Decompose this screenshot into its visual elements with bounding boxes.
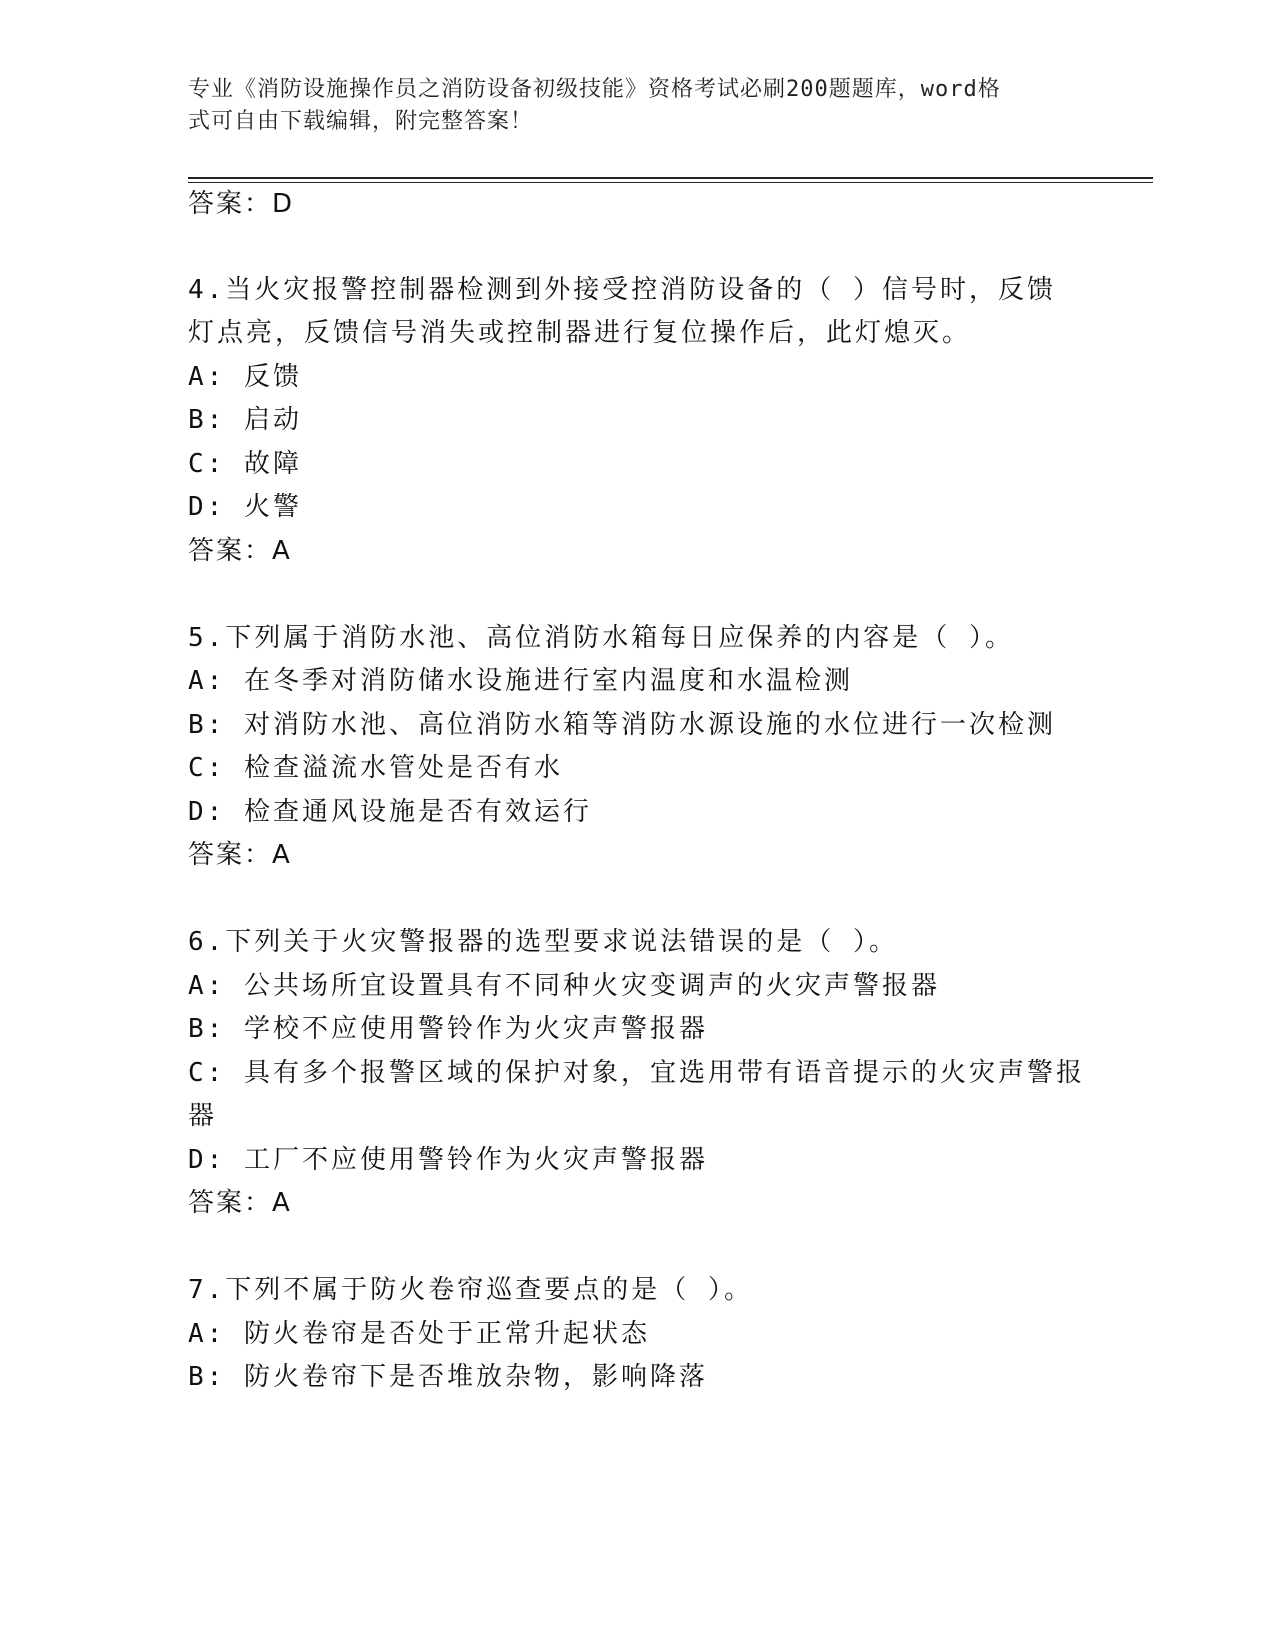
document-header	[188, 74, 1068, 138]
question-6-option-c-continued: 器	[188, 1101, 218, 1131]
previous-answer: 答案：D	[188, 189, 295, 219]
question-4-stem-line-1: 4.当火灾报警控制器检测到外接受控消防设备的（ ）信号时，反馈	[188, 275, 1056, 305]
question-6-stem-line-1: 6.下列关于火灾警报器的选型要求说法错误的是（ ）。	[188, 927, 898, 957]
question-6-option-b: B: 学校不应使用警铃作为火灾声警报器	[188, 1014, 708, 1044]
question-4-option-c: C: 故障	[188, 449, 302, 479]
question-5-option-a: A: 在冬季对消防储水设施进行室内温度和水温检测	[188, 666, 853, 696]
question-5-answer: 答案：A	[188, 840, 292, 870]
header-divider-thick	[188, 177, 1153, 179]
question-4-option-d: D: 火警	[188, 492, 302, 522]
question-5-option-d: D: 检查通风设施是否有效运行	[188, 797, 592, 827]
question-6-option-a: A: 公共场所宜设置具有不同种火灾变调声的火灾声警报器	[188, 971, 940, 1001]
header-line-1: 专业《消防设施操作员之消防设备初级技能》资格考试必刷200题题库，word格	[188, 77, 1001, 102]
question-7-option-a: A: 防火卷帘是否处于正常升起状态	[188, 1319, 650, 1349]
question-4-stem-line-2: 灯点亮，反馈信号消失或控制器进行复位操作后，此灯熄灭。	[188, 318, 972, 348]
question-6-option-d: D: 工厂不应使用警铃作为火灾声警报器	[188, 1145, 708, 1175]
question-7-option-b: B: 防火卷帘下是否堆放杂物，影响降落	[188, 1362, 708, 1392]
question-5-option-c: C: 检查溢流水管处是否有水	[188, 753, 563, 783]
question-4-option-a: A: 反馈	[188, 362, 302, 392]
question-5-option-b: B: 对消防水池、高位消防水箱等消防水源设施的水位进行一次检测	[188, 710, 1056, 740]
question-6-answer: 答案：A	[188, 1188, 292, 1218]
header-line-2: 式可自由下载编辑，附完整答案！	[188, 109, 534, 134]
header-divider-thin	[188, 182, 1153, 183]
question-6-option-c: C: 具有多个报警区域的保护对象，宜选用带有语音提示的火灾声警报	[188, 1058, 1085, 1088]
question-4-answer: 答案：A	[188, 536, 292, 566]
question-7-stem-line-1: 7.下列不属于防火卷帘巡查要点的是（ ）。	[188, 1275, 753, 1305]
question-4-option-b: B: 启动	[188, 405, 302, 435]
question-5-stem-line-1: 5.下列属于消防水池、高位消防水箱每日应保养的内容是（ ）。	[188, 623, 1014, 653]
